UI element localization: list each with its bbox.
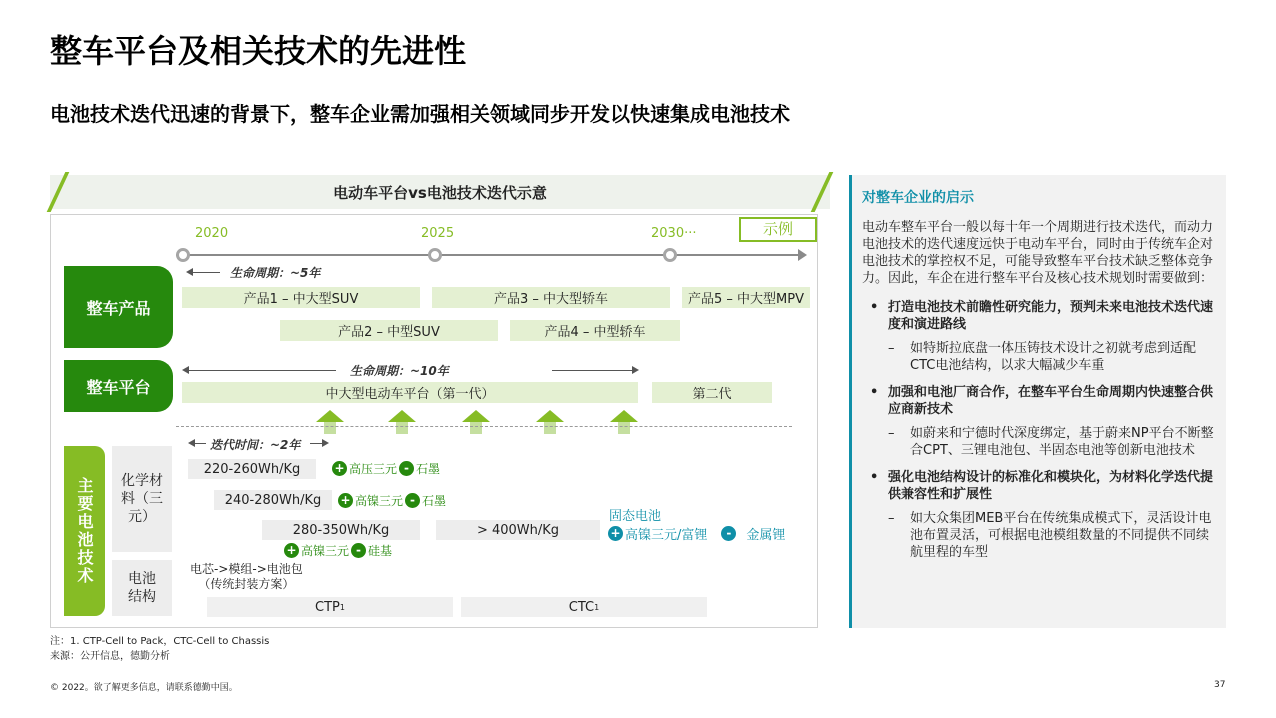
year-label: 2030··· bbox=[651, 226, 697, 241]
insight-detail: – 如大众集团MEB平台在传统集成模式下，灵活设计电池布置灵活，可根据电池模组数量的不同提供不同续航里程的车型 bbox=[862, 510, 1214, 561]
product-bar: 产品2 – 中型SUV bbox=[280, 320, 498, 341]
category-platform: 整车平台 bbox=[64, 360, 173, 412]
insight-bullet: • 强化电池结构设计的标准化和模块化，为材料化学迭代提供兼容性和扩展性 bbox=[862, 469, 1214, 503]
chem-note bbox=[282, 542, 392, 559]
chem-plus-text: 高镍三元 bbox=[301, 544, 350, 558]
page-subtitle: 电池技术迭代迅速的背景下，整车企业需加强相关领域同步开发以快速集成电池技术 bbox=[50, 102, 790, 126]
plus-icon: + bbox=[332, 461, 347, 476]
chem-note bbox=[606, 524, 785, 543]
chem-plus-text: 高压三元 bbox=[349, 462, 398, 476]
footnote-line: 来源：公开信息，德勤分析 bbox=[50, 651, 170, 662]
timeline-dot bbox=[663, 248, 677, 262]
structure-line: （传统封装方案） bbox=[198, 577, 295, 591]
year-label: 2020 bbox=[195, 226, 229, 241]
minus-icon: - bbox=[405, 493, 420, 508]
chem-plus-text: 高镍三元 bbox=[355, 494, 404, 508]
up-arrow-icon bbox=[610, 410, 638, 434]
cycle-line bbox=[192, 443, 206, 444]
timeline-dot bbox=[428, 248, 442, 262]
arrow-right-icon bbox=[322, 439, 329, 447]
ctp-bar bbox=[207, 597, 453, 617]
cycle-line bbox=[186, 370, 336, 371]
iter-time-label: 迭代时间：~2年 bbox=[210, 438, 301, 452]
product-bar: 产品1 – 中大型SUV bbox=[182, 287, 420, 308]
solid-state-label: 固态电池 bbox=[609, 509, 662, 524]
footnote-line: 注：1. CTP-Cell to Pack，CTC-Cell to Chassis bbox=[50, 636, 270, 647]
cycle-line bbox=[552, 370, 632, 371]
year-label: 2025 bbox=[421, 226, 455, 241]
section-divider bbox=[176, 426, 792, 427]
ctc-bar bbox=[461, 597, 707, 617]
insight-detail: – 如蔚来和宁德时代深度绑定，基于蔚来NP平台不断整合CPT、三锂电池包、半固态电池等创新电池技术 bbox=[862, 425, 1214, 459]
plus-icon: + bbox=[284, 543, 299, 558]
chem-note bbox=[336, 492, 446, 509]
minus-icon: - bbox=[721, 526, 736, 541]
arrow-right-icon bbox=[632, 366, 639, 374]
ctc-label: CTC bbox=[568, 599, 595, 615]
timeline-dot bbox=[176, 248, 190, 262]
category-product: 整车产品 bbox=[64, 266, 173, 348]
up-arrow-icon bbox=[388, 410, 416, 434]
subcategory-structure: 电池结构 bbox=[112, 560, 172, 616]
chem-note bbox=[330, 460, 440, 477]
chem-plus-text: 高镍三元/富锂 bbox=[625, 528, 708, 543]
plus-icon: + bbox=[338, 493, 353, 508]
product-bar: 产品5 – 中大型MPV bbox=[682, 287, 810, 308]
insight-bullet: • 打造电池技术前瞻性研究能力，预判未来电池技术迭代速度和演进路线 bbox=[862, 299, 1214, 333]
footnote-marker: 1 bbox=[594, 602, 600, 612]
panel-title: 对整车企业的启示 bbox=[862, 190, 974, 206]
insight-bullet: • 加强和电池厂商合作，在整车平台生命周期内快速整合供应商新技术 bbox=[862, 384, 1214, 418]
up-arrow-icon bbox=[316, 410, 344, 434]
cycle-line bbox=[190, 272, 220, 273]
product-cycle-label: 生命周期：~5年 bbox=[230, 266, 321, 280]
density-bar: 280-350Wh/Kg bbox=[262, 520, 420, 540]
density-bar: 220-260Wh/Kg bbox=[188, 459, 316, 479]
up-arrow-icon bbox=[462, 410, 490, 434]
page-title: 整车平台及相关技术的先进性 bbox=[50, 32, 467, 70]
ctp-label: CTP bbox=[315, 599, 340, 615]
plus-icon: + bbox=[608, 526, 623, 541]
chem-minus-text: 金属锂 bbox=[746, 528, 786, 543]
chem-minus-text: 石墨 bbox=[422, 494, 447, 508]
product-bar: 产品3 – 中大型轿车 bbox=[432, 287, 670, 308]
diagram-title: 电动车平台vs电池技术迭代示意 bbox=[333, 184, 547, 202]
diagram-header bbox=[50, 175, 830, 209]
up-arrow-icon bbox=[536, 410, 564, 434]
minus-icon: - bbox=[399, 461, 414, 476]
page-number: 37 bbox=[1214, 680, 1226, 690]
insight-panel bbox=[849, 175, 1226, 628]
example-tag: 示例 bbox=[739, 217, 817, 242]
structure-line: 电芯->模组->电池包 bbox=[190, 562, 303, 576]
category-battery: 主要电池技术 bbox=[64, 446, 105, 616]
minus-icon: - bbox=[351, 543, 366, 558]
product-bar: 产品4 – 中型轿车 bbox=[510, 320, 680, 341]
density-bar: 240-280Wh/Kg bbox=[214, 490, 332, 510]
timeline-arrow-icon bbox=[798, 249, 807, 261]
platform-bar: 中大型电动车平台（第一代） bbox=[182, 382, 638, 403]
traditional-structure bbox=[190, 562, 303, 592]
panel-intro: 电动车整车平台一般以每十年一个周期进行技术迭代，而动力电池技术的迭代速度远快于电动车平台，同时由于传统车企对电池技术的掌控权不足，可能导致整车平台技术缺乏整体竞争力。因此，车企在进行整车平台及核心技术规划时需要做到： bbox=[862, 220, 1214, 286]
insight-detail: – 如特斯拉底盘一体压铸技术设计之初就考虑到适配CTC电池结构，以求大幅减少车重 bbox=[862, 340, 1214, 374]
timeline-axis bbox=[176, 254, 800, 256]
subcategory-chem: 化学材料（三元） bbox=[112, 446, 172, 552]
density-bar: > 400Wh/Kg bbox=[436, 520, 600, 540]
copyright: © 2022。欲了解更多信息，请联系德勤中国。 bbox=[50, 683, 238, 693]
chem-minus-text: 硅基 bbox=[368, 544, 393, 558]
platform-bar: 第二代 bbox=[652, 382, 772, 403]
chem-minus-text: 石墨 bbox=[416, 462, 441, 476]
footnote bbox=[50, 634, 269, 664]
footnote-marker: 1 bbox=[339, 602, 345, 612]
platform-cycle-label: 生命周期：~10年 bbox=[350, 364, 449, 378]
